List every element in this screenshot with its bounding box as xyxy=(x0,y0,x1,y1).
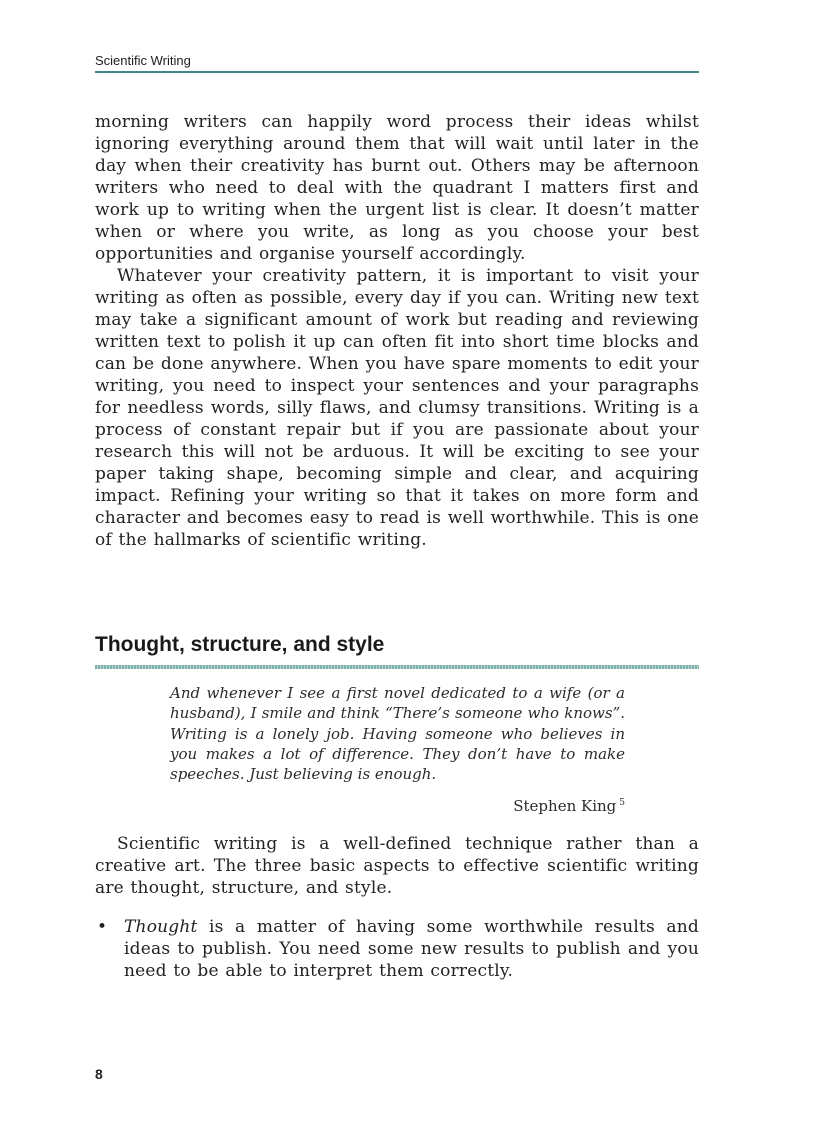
epigraph-quote: And whenever I see a first novel dedicated to a wife (or a husband), I smile and think “There’s someone who knows”. Writing is a lonely job. Having someone who believes in you makes a lot of difference. They don’t have to make speeches. Just believing is enough. xyxy=(170,684,625,784)
running-header: Scientific Writing xyxy=(95,53,699,73)
page-number: 8 xyxy=(95,1066,103,1082)
section-body xyxy=(95,833,699,982)
bullet-list xyxy=(95,916,699,982)
list-item xyxy=(95,916,699,982)
bullet-text xyxy=(124,916,699,982)
body-text xyxy=(95,111,699,551)
epigraph xyxy=(170,683,625,815)
epigraph-author: Stephen King xyxy=(513,797,617,816)
bullet-description: is a matter of having some worthwhile results and ideas to publish. You need some new results to publish and you need to be able to interpret them correctly. xyxy=(124,917,699,981)
epigraph-attribution xyxy=(170,797,625,815)
paragraph-creativity-pattern: Whatever your creativity pattern, it is important to visit your writing as often as possible, every day if you can. Writing new text may take a significant amount of work but reading and reviewing written text to polish it up can often fit into short time blocks and can be done anywhere. When you have spare moments to edit your writing, you need to inspect your sentences and your paragraphs for needless words, silly flaws, and clumsy transitions. Writing is a process of constant repair but if you are passionate about your research this will not be arduous. It will be exciting to see your paper taking shape, becoming simple and clear, and acquiring impact. Refining your writing so that it takes on more form and character and becomes easy to read is well worthwhile. This is one of the hallmarks of scientific writing. xyxy=(95,266,699,550)
paragraph-intro: Scientific writing is a well-defined technique rather than a creative art. The three basic aspects to effective scientific writing are thought, structure, and style. xyxy=(95,834,699,898)
footnote-marker: 5 xyxy=(619,798,625,809)
bullet-marker: • xyxy=(97,917,108,937)
section-heading: Thought, structure, and style xyxy=(95,633,385,656)
paragraph-continued: morning writers can happily word process their ideas whilst ignoring everything around them that will wait until later in the day when their creativity has burnt out. Others may be afternoon writers who need to deal with the quadrant I matters first and work up to writing when the urgent list is clear. It doesn’t matter when or where you write, as long as you choose your best opportunities and organise yourself accordingly. xyxy=(95,112,699,264)
bullet-term: Thought xyxy=(124,917,198,937)
section-heading-rule xyxy=(95,665,699,669)
